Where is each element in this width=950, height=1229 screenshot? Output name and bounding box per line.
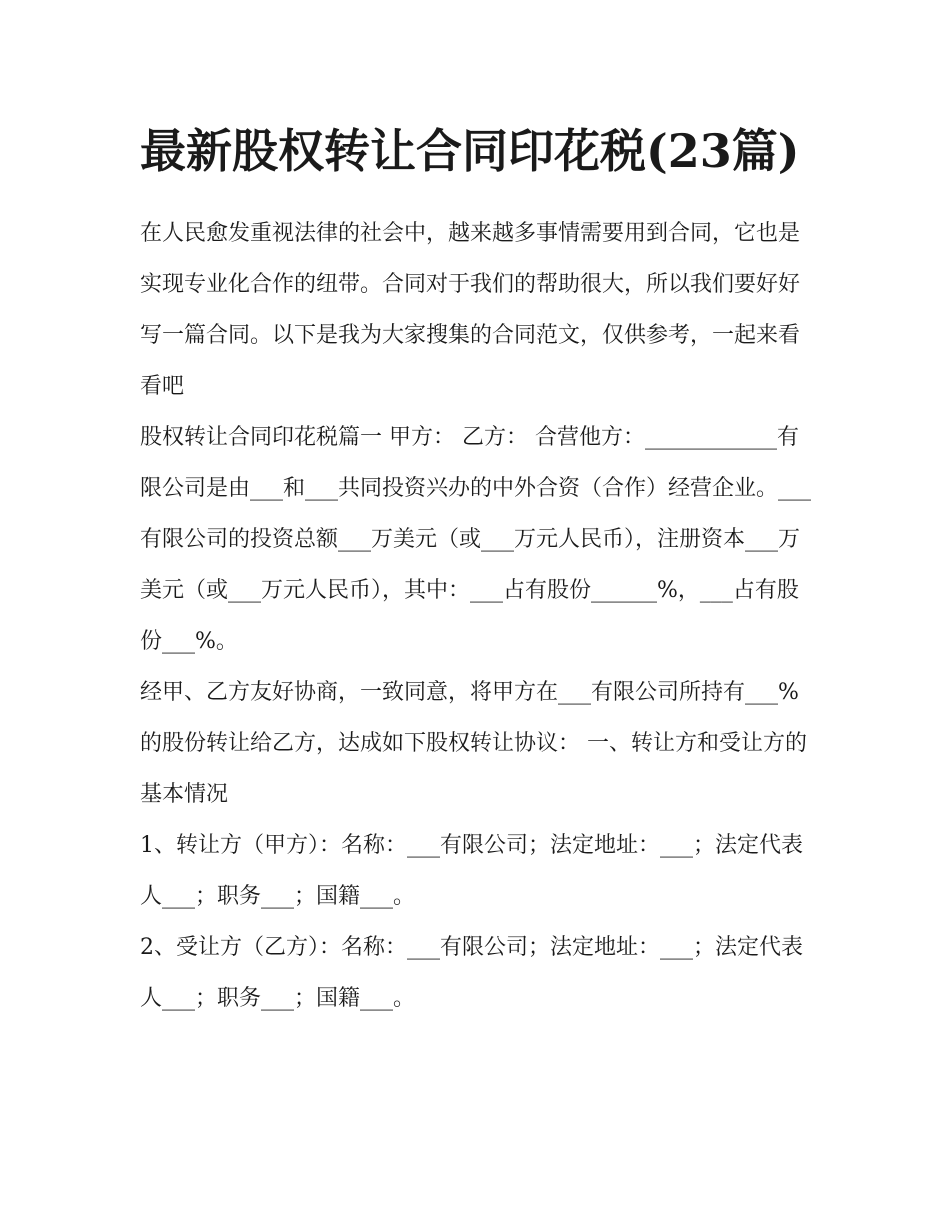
document-page xyxy=(140,112,820,1024)
paragraph-parties: 股权转让合同印花税篇一 甲方： 乙方： 合营他方：____________有限公司是由___和___共同投资兴办的中外合资（合作）经营企业。___有限公司的投资总额___万美元（或___万元人民币），注册资本___万美元（或___万元人民币），其中：___占有股份______%，___占有股份___%。 xyxy=(140,425,812,654)
paragraph-agreement: 经甲、乙方友好协商，一致同意，将甲方在___有限公司所持有___%的股份转让给乙方，达成如下股权转让协议： 一、转让方和受让方的基本情况 xyxy=(140,680,807,807)
paragraph-transferee: 2、受让方（乙方）：名称：___有限公司；法定地址：___；法定代表人___；职务___；国籍___。 xyxy=(140,935,803,1011)
paragraph-transferor: 1、转让方（甲方）：名称：___有限公司；法定地址：___；法定代表人___；职务___；国籍___。 xyxy=(140,833,803,909)
paragraph-intro: 在人民愈发重视法律的社会中，越来越多事情需要用到合同，它也是实现专业化合作的纽带。合同对于我们的帮助很大，所以我们要好好写一篇合同。以下是我为大家搜集的合同范文，仅供参考，一起来看看吧 xyxy=(140,221,801,399)
document-title: 最新股权转让合同印花税(23篇) xyxy=(140,124,800,178)
document-body xyxy=(140,208,820,1024)
